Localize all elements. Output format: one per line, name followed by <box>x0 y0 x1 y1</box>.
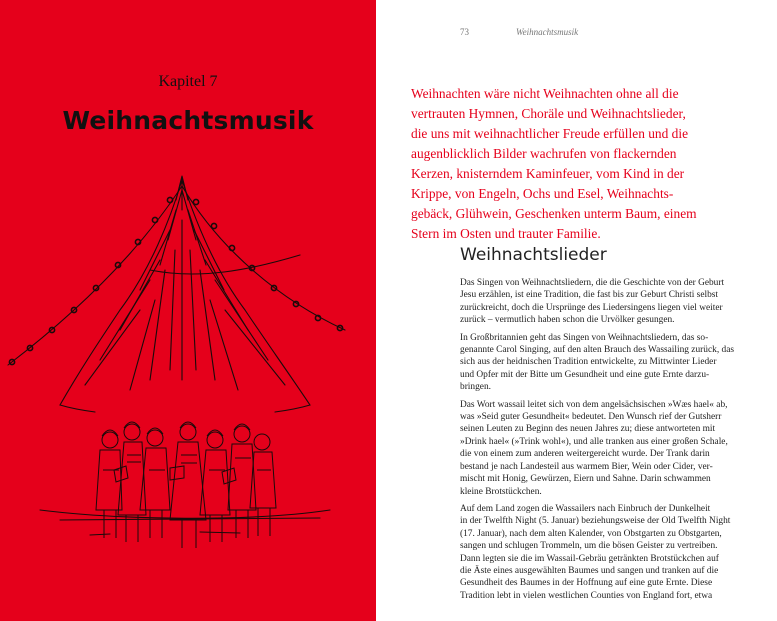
text-line: zurückreicht, doch die Ursprünge des Liedersingens liegen viel weiter <box>460 302 723 313</box>
text-line: Jesu erzählen, ist eine Tradition, die fast bis zur Geburt Christi selbst <box>460 290 719 301</box>
paragraph <box>460 503 760 602</box>
paragraph <box>460 399 760 498</box>
text-line: Gesundheit des Baumes in der Hoffnung auf eine gute Ernte. Diese <box>460 578 713 589</box>
intro-line: augenblicklich Bilder wachrufen von flackernden <box>411 146 677 161</box>
paragraph <box>460 332 760 394</box>
text-line: bringen. <box>460 382 491 393</box>
text-line: und Opfer mit der Bitte um Gesundheit und eine gute Ernte darzu- <box>460 369 710 380</box>
text-line: kleine Brotstückchen. <box>460 486 542 497</box>
text-line: seinen Leuten zu Beginn des neuen Jahres zu; diese antworteten mit <box>460 424 716 435</box>
text-line: sangen und schlugen Trommeln, um die bösen Geister zu vertreiben. <box>460 541 718 552</box>
intro-line: vertrauten Hymnen, Choräle und Weihnachtslieder, <box>411 106 686 121</box>
paragraph <box>460 277 760 327</box>
text-line: die Äste eines ausgewählten Baumes und sangen und tranken auf die <box>460 565 719 576</box>
intro-line: Krippe, von Engeln, Ochs und Esel, Weihnachts- <box>411 186 674 201</box>
text-line: was »Seid guter Gesundheit« bedeutet. Den Wunsch rief der Gutsherr <box>460 412 722 423</box>
chapter-label: Kapitel 7 <box>158 73 218 90</box>
text-line: in der Twelfth Night (5. Januar) beziehungsweise der Old Twelfth Night <box>460 516 731 527</box>
text-line: Tradition lebt in vielen westlichen Counties von England fort, etwa <box>460 590 713 601</box>
chapter-title: Weihnachtsmusik <box>62 106 314 135</box>
intro-line: Kerzen, knisterndem Kaminfeuer, vom Kind in der <box>411 166 685 181</box>
intro-line: gebäck, Glühwein, Geschenken unterm Baum, einem <box>411 206 697 221</box>
text-line: bestand je nach Landesteil aus warmem Bier, Wein oder Cider, ver- <box>460 461 713 472</box>
text-line: Dann legten sie die im Wassail-Gebräu getränkten Brotstückchen auf <box>460 553 719 564</box>
intro-paragraph <box>411 84 741 244</box>
intro-line: Weihnachten wäre nicht Weihnachten ohne all die <box>411 86 679 101</box>
text-line: In Großbritannien geht das Singen von Weihnachtsliedern, das so- <box>460 332 709 343</box>
running-head-section: Weihnachtsmusik <box>516 27 579 37</box>
text-line: (17. Januar), nach dem alten Kalender, von Obstgarten zu Obstgarten, <box>460 528 722 539</box>
text-line: Das Wort wassail leitet sich von dem angelsächsischen »Wæs hael« ab, <box>460 399 728 410</box>
text-line: zurück – vermutlich haben schon die Urvölker gesungen. <box>460 315 675 326</box>
text-line: Auf dem Land zogen die Wassailers nach Einbruch der Dunkelheit <box>460 503 711 514</box>
text-line: sich aus der heidnischen Tradition entwickelte, zu Mittwinter Lieder <box>460 357 717 368</box>
intro-line: die uns mit weihnachtlicher Freude erfüllen und die <box>411 126 689 141</box>
christmas-tree-illustration <box>0 170 376 621</box>
body-text <box>460 277 760 607</box>
text-line: »Drink hael« (»Trink wohl«), und alle tranken aus einer großen Schale, <box>460 436 728 447</box>
left-page <box>0 0 376 621</box>
intro-line: Stern im Osten und trauter Familie. <box>411 226 601 241</box>
text-line: die von einem zum anderen weitergereicht wurde. Der Trank darin <box>460 449 710 460</box>
text-line: mischt mit Honig, Gewürzen, Eiern und Sahne. Darin schwammen <box>460 474 711 485</box>
text-line: Das Singen von Weihnachtsliedern, die die Geschichte von der Geburt <box>460 278 725 288</box>
page-number: 73 <box>460 27 469 37</box>
running-head <box>460 27 578 37</box>
right-page <box>376 0 777 621</box>
text-line: genannte Carol Singing, auf den alten Brauch des Wassailing zurück, das <box>460 345 734 356</box>
section-heading: Weihnachtslieder <box>460 245 607 265</box>
